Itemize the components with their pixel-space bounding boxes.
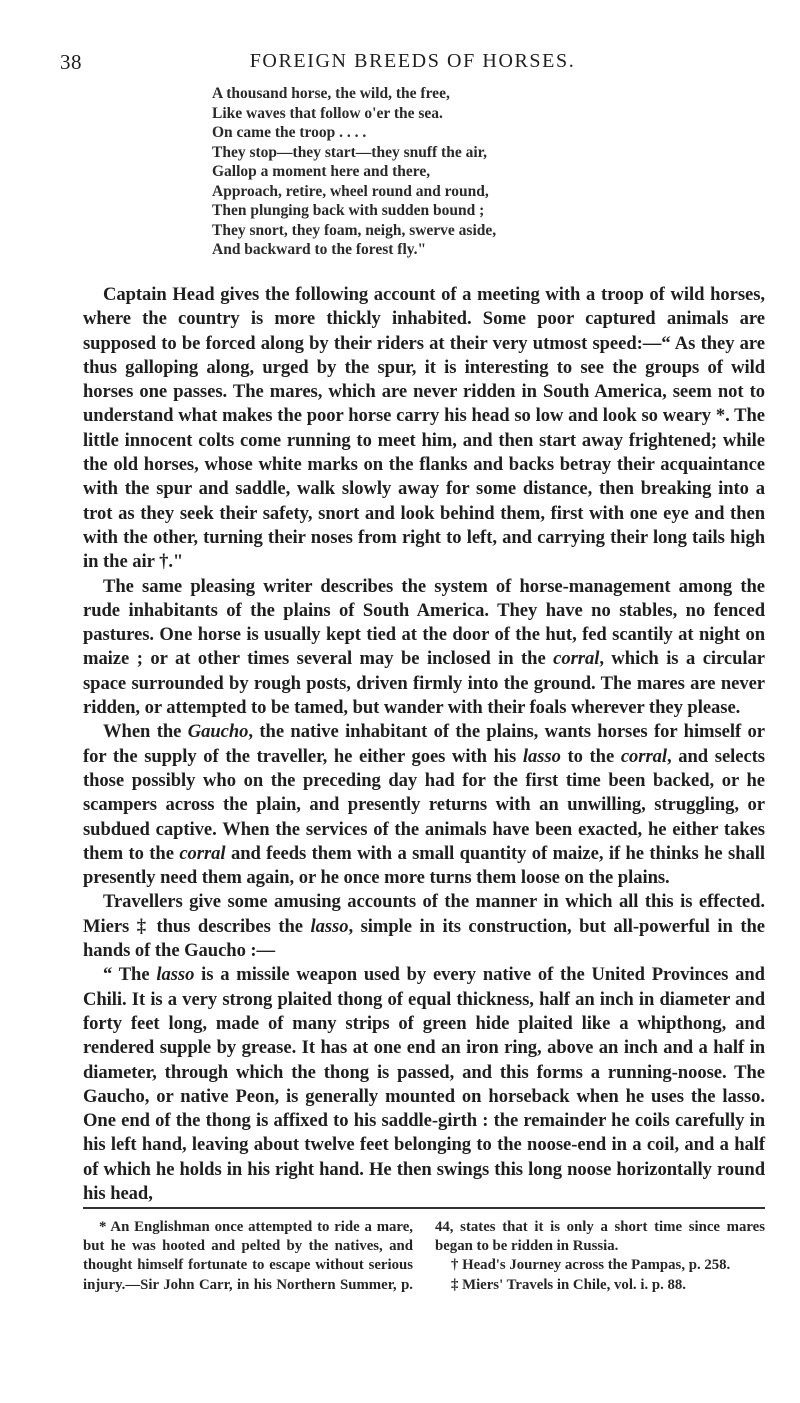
text-run: “ The — [103, 964, 157, 986]
text-run: The same pleasing writer describes the system of horse-management among the rude inhabitants of the plains of South America. They have no stables, no fenced pastures. One horse is usually kept tied at the door of the hut, fed scantily at night on maize ; or at other times several may be inclosed in the — [83, 575, 765, 670]
paragraph-gaucho — [83, 720, 765, 890]
running-head — [60, 50, 765, 80]
text-run: is a missile weapon used by every native of the United Provinces and Chili. It is a very strong plaited thong of equal thickness, half an inch in diameter and forty feet long, made of many strips of green hide plaited like a whipthong, and rendered supple by grease. It has at one end an iron ring, above an inch and a half in diameter, through which the thong is passed, and this forms a running-noose. The Gaucho, or native Peon, is generally mounted on horseback when he uses the lasso. One end of the thong is affixed to his saddle-girth : the remainder he coils carefully in his left hand, leaving about twelve feet belonging to the noose-end in a coil, and a half of which he holds in his right hand. He then swings this long noose horizontally round his head, — [83, 964, 765, 1204]
italic-term: corral — [620, 745, 668, 767]
text-run: , the native inhabitant of the plains, wants horses for himself or for the supply of the traveller, he either goes with his — [83, 721, 765, 767]
poem-line: And backward to the forest fly." — [212, 241, 427, 258]
footnote-rule — [83, 1207, 765, 1209]
footnote-dagger: † Head's Journey across the Pampas, p. 258. — [451, 1257, 731, 1274]
poem-quotation — [212, 84, 732, 260]
text-run: and feeds them with a small quantity of maize, if he thinks he shall presently need them again, or he once more turns them loose on the plains. — [83, 842, 765, 889]
poem-line: On came the troop . . . . — [212, 124, 367, 141]
italic-term: Gaucho — [187, 721, 249, 743]
italic-term: lasso — [522, 745, 561, 767]
paragraph-travellers — [83, 890, 765, 963]
text-run: , simple in its construction, but all-powerful in the hands of the Gaucho :— — [83, 915, 765, 962]
text-run: , which is a circular space surrounded by rough posts, driven firmly into the ground. The mares are never ridden, or attempted to be tamed, but wander with their foals wherever they please. — [83, 648, 765, 719]
footnote-star: * An Englishman once attempted to ride a mare, but he was hooted and pelted by the natives, and thought himself fortunate to escape without serious injury.—Sir John Carr, in his Northern Summer, p. 44, states that it is only a short time since mares began to be ridden in Russia. — [83, 1219, 765, 1293]
text-run: , and selects those possibly who on the preceding day had for the first time been backed, or he scampers across the plain, and presently returns with an unwilling, struggling, or subdued captive. When the services of the animals have been exacted, he either takes them to the — [83, 745, 765, 864]
italic-term: corral — [179, 842, 226, 864]
poem-line: Gallop a moment here and there, — [212, 163, 431, 180]
poem-line: They stop—they start—they snuff the air, — [212, 143, 487, 161]
paragraph-lasso-quote — [83, 963, 765, 1206]
poem-line: Approach, retire, wheel round and round, — [212, 182, 489, 200]
text-run: to the — [560, 745, 621, 767]
poem-line: A thousand horse, the wild, the free, — [212, 85, 450, 102]
poem-line: Like waves that follow o'er the sea. — [212, 104, 443, 122]
text-run: When the — [103, 721, 188, 743]
running-title: FOREIGN BREEDS OF HORSES. — [249, 50, 576, 72]
italic-term: corral — [553, 648, 600, 670]
body-text — [83, 283, 765, 1206]
footnote-double-dagger: ‡ Miers' Travels in Chile, vol. i. p. 88. — [451, 1276, 686, 1293]
footnotes — [83, 1218, 765, 1295]
paragraph-horse-management — [83, 575, 765, 721]
italic-term: lasso — [156, 964, 195, 986]
poem-line: They snort, they foam, neigh, swerve aside, — [212, 221, 497, 239]
page-number: 38 — [60, 50, 82, 74]
text-run: Travellers give some amusing accounts of the manner in which all this is effected. Miers ‡ thus describes the — [83, 891, 765, 937]
paragraph-captain-head: Captain Head gives the following account of a meeting with a troop of wild horses, where the country is more thickly inhabited. Some poor captured animals are supposed to be forced along by their riders at their very utmost speed:—“ As they are thus galloping along, urged by the spur, it is interesting to see the groups of wild horses one passes. The mares, which are never ridden in South America, seem not to understand what makes the poor horse carry his head so low and look so weary *. The little innocent colts come running to meet him, and then start away frightened; while the old horses, whose white marks on the flanks and backs betray their acquaintance with the spur and saddle, walk slowly away for some distance, then breaking into a trot as they seek their safety, snort and look behind them, first with one eye and then with the other, turning their noses from right to left, and carrying their long tails high in the air †." — [83, 284, 765, 573]
italic-term: lasso — [310, 915, 349, 937]
poem-line: Then plunging back with sudden bound ; — [212, 202, 485, 219]
